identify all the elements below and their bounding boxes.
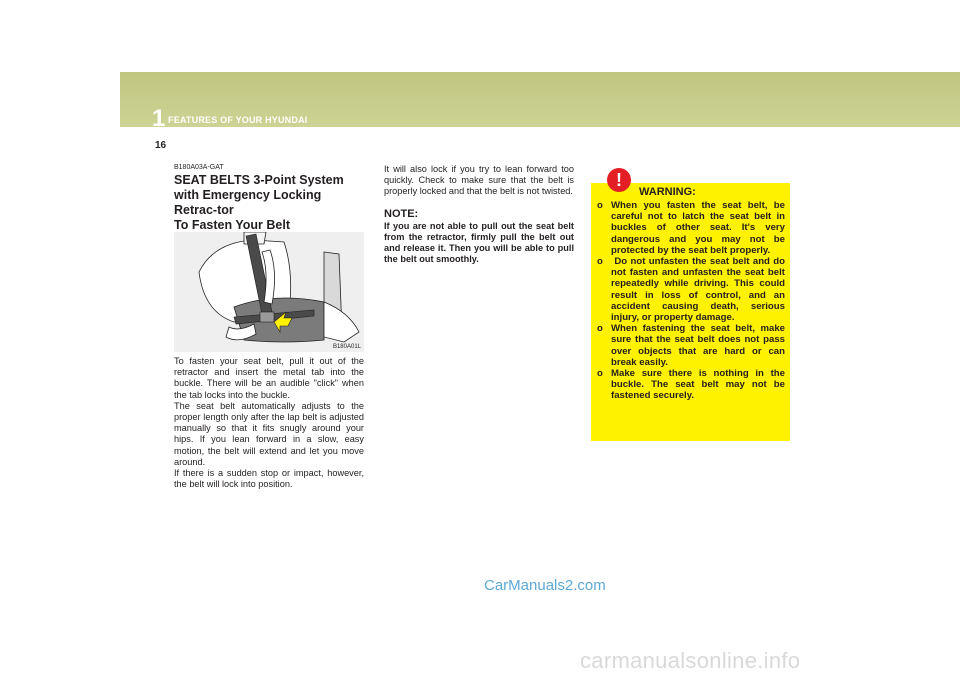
bullet-icon: o: [597, 368, 603, 380]
seat-belt-illustration: [174, 232, 364, 352]
warning-item: [597, 200, 785, 256]
seat-belt-drawing: [174, 232, 364, 352]
warning-list: [597, 200, 785, 402]
footer-url[interactable]: carmanualsonline.info: [580, 648, 801, 673]
warning-item-text: When you fasten the seat belt, be careful not to latch the seat belt in buckles of other seat. It's very dangerous and you may not be protected by the seat belt properly.: [611, 200, 785, 256]
watermark: CarManuals2.com: [484, 577, 606, 594]
warning-item-text: Make sure there is nothing in the buckle. The seat belt may not be fastened securely.: [611, 368, 785, 402]
figure-code: B180A01L: [332, 344, 361, 350]
warning-box: [591, 183, 790, 441]
middle-column: [384, 164, 574, 265]
chapter-number: 1: [152, 105, 166, 132]
warning-title: WARNING:: [639, 186, 696, 198]
note-text: If you are not able to pull out the seat belt from the retractor, firmly pull the belt out and release it. Then you will be able to pull the belt out smoothly.: [384, 220, 574, 265]
warning-item: [597, 323, 785, 368]
chapter-title: FEATURES OF YOUR HYUNDAI: [168, 115, 308, 125]
bullet-icon: o: [597, 200, 603, 211]
note-heading: NOTE:: [384, 207, 419, 220]
section-code: B180A03A-GAT: [174, 164, 224, 171]
warning-item: [597, 368, 785, 402]
section-subtitle: To Fasten Your Belt: [174, 218, 290, 232]
bullet-icon: o: [597, 323, 603, 335]
paragraph: If there is a sudden stop or impact, however, the belt will lock into position.: [174, 468, 364, 490]
paragraph: It will also lock if you try to lean forward too quickly. Check to make sure that the belt is properly locked and that the belt is not twisted.: [384, 164, 574, 197]
warning-item-text: When fastening the seat belt, make sure that the seat belt does not pass over objects that are hard or can break easily.: [611, 323, 785, 368]
paragraph: To fasten your seat belt, pull it out of the retractor and insert the metal tab into the buckle. There will be an audible "click" when the tab locks into the buckle.: [174, 356, 364, 400]
left-column-heading: [174, 164, 364, 233]
warning-icon: !: [607, 168, 631, 192]
paragraph: The seat belt automatically adjusts to the proper length only after the lap belt is adjusted manually so that it fits snugly around your hips. If you lean forward in a slow, easy motion, the belt will extend and let you move around.: [174, 400, 364, 467]
bullet-icon: o: [597, 256, 603, 268]
warning-item: [597, 256, 785, 323]
left-column-body: [174, 356, 364, 490]
page-number: 16: [155, 140, 167, 151]
warning-item-text: Do not unfasten the seat belt and do not fasten and unfasten the seat belt repeatedly while driving. This could result in loss of control, and an accident causing death, serious injury, or property damage.: [611, 256, 785, 324]
section-title: SEAT BELTS 3-Point System with Emergency Locking Retrac-tor: [174, 173, 344, 217]
